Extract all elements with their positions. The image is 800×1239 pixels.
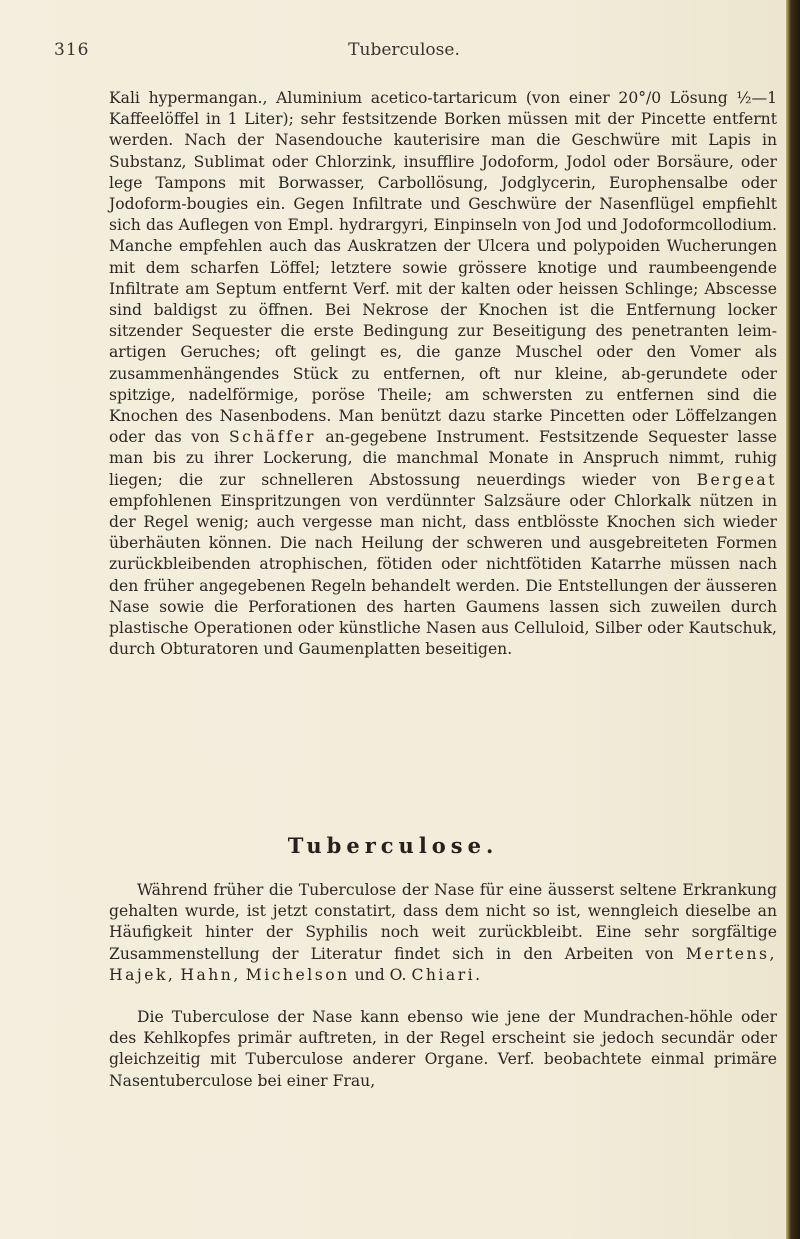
author-name: Schäffer — [228, 428, 316, 447]
paragraph-text: Kali hypermangan., Aluminium acetico-tartaricum (von einer 20°/0 Lösung ½—1 Kaffeelöffel in 1 Liter); sehr festsitzende Borken müssen mit der Pincette entfernt werden. Nach der Nasendouche kauterisire man die Geschwüre mit Lapis in Substanz, Sublimat oder Chlorzink, insufflire Jodoform, Jodol oder Borsäure, oder lege Tampons mit Borwasser, Carbollösung, Jodglycerin, Europhensalbe oder Jodoform-bougies ein. Gegen Infiltrate und Geschwüre der Nasenflügel empfiehlt sich das Auflegen von Empl. hydrargyri, Einpinseln von Jod und Jodoformcollodium. Manche empfehlen auch das Auskratzen der Ulcera und polypoiden Wucherungen mit dem scharfen Löffel; letztere sowie grössere knotige und raumbeengende Infiltrate am Septum entfernt Verf. mit der kalten oder heissen Schlinge; Abscesse sind baldigst zu öffnen. Bei Nekrose der Knochen ist die Entfernung locker sitzender Sequester die erste Bedingung zur Beseitigung des penetranten leim-artigen Geruches; oft gelingt es, die ganze Muschel oder den Vomer als zusammenhängendes Stück zu entfernen, oft nur kleine, ab-gerundete oder spitzige, nadelförmige, poröse Theile; am schwersten zu entfernen sind die Knochen des Nasenbodens. Man benützt dazu starke Pincetten oder Löffelzangen oder das von — [109, 89, 777, 447]
paragraph-text: an-gegebene Instrument. Festsitzende Sequester lasse man bis zu ihrer Lockerung, die manchmal Monate in Anspruch nimmt, ruhig liegen; die zur schnelleren Abstossung neuerdings wieder von — [109, 428, 777, 489]
author-name: Michelson — [245, 965, 350, 984]
author-name: Mertens, — [685, 944, 777, 963]
paragraph-text: und O. — [354, 965, 407, 984]
paragraph-tuberculose-intro — [109, 880, 777, 986]
paragraph-text: Während früher die Tuberculose der Nase für eine äusserst seltene Erkrankung gehalten wurde, ist jetzt constatirt, dass dem nicht so ist, wenngleich dieselbe an Häufigkeit hinter der Syphilis noch weit zurückbleibt. Eine sehr sorgfältige Zusammenstellung der Literatur findet sich in den Arbeiten von — [109, 881, 777, 963]
author-name: Hajek, — [109, 965, 176, 984]
author-name: Hahn, — [180, 965, 241, 984]
page-header — [54, 40, 754, 70]
page-number: 316 — [54, 40, 90, 60]
section-heading: Tuberculose. — [287, 833, 499, 858]
author-name: Chiari. — [411, 965, 483, 984]
paragraph-treatment — [109, 88, 777, 660]
page-edge — [786, 0, 800, 1239]
author-name: Bergeat — [696, 470, 777, 489]
paragraph-tuberculose-primary: Die Tuberculose der Nase kann ebenso wie jene der Mundrachen-höhle oder des Kehlkopfes primär auftreten, in der Regel erscheint sie jedoch secundär oder gleichzeitig mit Tuberculose anderer Organe. Verf. beobachtete einmal primäre Nasentuberculose bei einer Frau, — [109, 1008, 777, 1090]
paragraph-text: empfohlenen Einspritzungen von verdünnter Salzsäure oder Chlorkalk nützen in der Regel wenig; auch vergesse man nicht, dass entblösste Knochen sich wieder überhäuten können. Die nach Heilung der schweren und ausgebreiteten Formen zurückbleibenden atrophischen, fötiden oder nichtfötiden Katarrhe müssen nach den früher angegebenen Regeln behandelt werden. Die Entstellungen der äusseren Nase sowie die Perforationen des harten Gaumens lassen sich zuweilen durch plastische Operationen oder künstliche Nasen aus Celluloid, Silber oder Kautschuk, durch Obturatoren und Gaumenplatten beseitigen. — [109, 491, 777, 659]
running-title: Tuberculose. — [348, 40, 460, 60]
